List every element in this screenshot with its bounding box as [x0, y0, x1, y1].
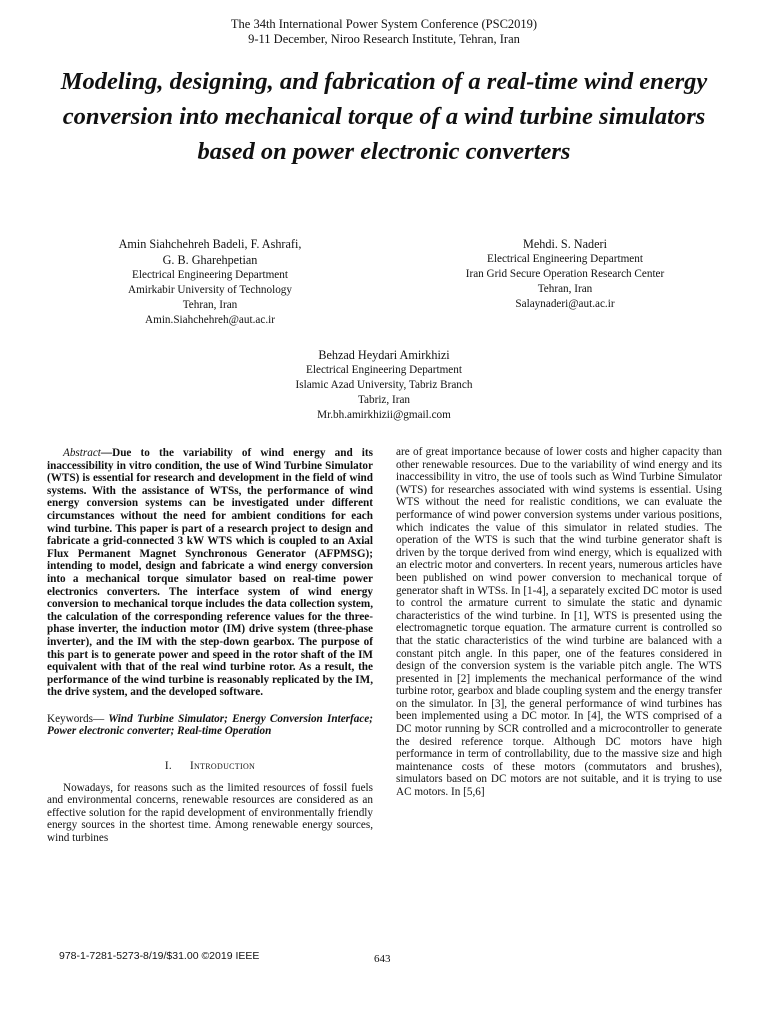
keywords: [47, 713, 373, 738]
section-title: Introduction: [190, 760, 256, 773]
author-names: Mehdi. S. Naderi: [523, 237, 607, 251]
right-column: [396, 446, 722, 799]
author-organization: Amirkabir University of Technology: [128, 284, 292, 296]
author-block-3: [220, 347, 548, 423]
abstract-dash: —: [100, 447, 113, 459]
abstract-label: Abstract: [63, 447, 101, 459]
author-email[interactable]: Amin.Siahchehreh@aut.ac.ir: [145, 314, 275, 326]
keywords-text: Wind Turbine Simulator; Energy Conversion Interface; Power electronic converter; Real-time Operation: [47, 712, 373, 738]
author-organization: Iran Grid Secure Operation Research Center: [465, 268, 665, 280]
intro-paragraph-left: Nowadays, for reasons such as the limited resources of fossil fuels and environmental concerns, renewable resources are considered as an effective solution for the rapid development of environmentally friendly energy sources in the shortest time. Among renewable energy sources, wind turbines: [47, 781, 373, 845]
abstract: [47, 447, 373, 699]
intro-paragraph-right: are of great importance because of lower costs and higher capacity than other renewable resources. Due to the variability of wind energy and its inaccessibility in vitro, the use of tools such as Wind Turbine Simulator (WTS) for researches associated with wind systems is essential. Using WTS without the need for realistic conditions, we can evaluate the performance of wind power conversion systems under various positions, which indicates the value of this simulator in related studies. The operation of the WTS is such that the wind turbine generator shaft is driven by the torque derived from wind energy, which is equalized with an electric motor and converters. In recent years, numerous articles have been published on wind power conversion to mechanical torque of generator shaft in WTSs. In [1-4], a separately excited DC motor is used to control the armature current to simulate the static and dynamic characteristics of the wind turbine. In [1], WTS is presented using the electromagnetic torque equation. The armature current is controlled so that the static characteristics of the wind turbine are balanced with a constant pitch angle. In this paper, one of the features considered in design of the conversion system is the variable pitch angle. The WTS presented in [2] implements the mechanical performance of the wind turbine rotor, gearbox and blade coupling system and the energy transfer on the simulator. In [3], the general performance of wind turbines has been implemented using a DC motor. In [4], the WTS comprised of a DC motor running by SCR controlled and a microcontroller to generate the desired reference torque. Although DC motors have high performance in term of controllability, due to the massive size and high maintenance costs of these motors (commutators and brushes), simulators based on DC motors are not suitable, and it is trying to use AC motors. In [5,6]: [396, 446, 722, 799]
author-city: Tehran, Iran: [182, 299, 238, 311]
author-department: Electrical Engineering Department: [487, 253, 643, 265]
author-names: Behzad Heydari Amirkhizi: [318, 348, 450, 362]
keywords-label: Keywords—: [47, 712, 105, 725]
author-names-cont: G. B. Gharehpetian: [162, 253, 258, 267]
author-department: Electrical Engineering Department: [306, 364, 462, 376]
section-number: I.: [164, 760, 172, 773]
paper-title: Modeling, designing, and fabrication of a real-time wind energy conversion into mechanical torque of a wind turbine simulators based on power electronic converters: [60, 68, 708, 165]
conference-header: [0, 17, 768, 47]
copyright-line: 978-1-7281-5273-8/19/$31.00 ©2019 IEEE: [59, 950, 260, 962]
author-email[interactable]: Mr.bh.amirkhizii@gmail.com: [317, 409, 451, 421]
author-organization: Islamic Azad University, Tabriz Branch: [295, 379, 473, 391]
author-city: Tabriz, Iran: [357, 394, 410, 406]
author-names: Amin Siahchehreh Badeli, F. Ashrafi,: [118, 237, 302, 251]
author-email[interactable]: Salaynaderi@aut.ac.ir: [515, 298, 615, 310]
section-heading-introduction: [47, 760, 373, 773]
conference-date-location: 9-11 December, Niroo Research Institute, Tehran, Iran: [248, 32, 520, 46]
author-block-1: [70, 236, 350, 328]
abstract-text: Due to the variability of wind energy and its inaccessibility in vitro condition, the use of Wind Turbine Simulator (WTS) is essential for research and development in the field of wind systems. With the assistance of WTSs, the performance of wind energy conversion systems can be investigated under different circumstances without the need for ambient conditions for each wind turbine. This paper is part of a research project to design and fabricate a grid-connected 3 kW WTS which is coupled to an Axial Flux Permanent Magnet Synchronous Generator (AFPMSG); intending to model, design and fabricate a wind energy conversion into a mechanical torque simulator based on real-time power electronics converters. The interface system of wind energy conversion to mechanical torque includes the data collection system, the calculation of the corresponding reference values for the three-phase inverter, the induction motor (IM) drive system (three-phase inverter), and the IM with the step-down gearbox. The purpose of this part is to generate power and speed in the rotor shaft of the IM equivalent with that of the real wind turbine rotor. As a result, the performance of the wind turbine is reasonably replicated by the IM, the drive system, and the developed software.: [47, 447, 373, 699]
conference-name: The 34th International Power System Conference (PSC2019): [230, 17, 538, 31]
page-number: 643: [374, 953, 391, 965]
author-department: Electrical Engineering Department: [132, 269, 288, 281]
author-block-2: [420, 236, 710, 312]
left-column: [47, 447, 373, 845]
author-city: Tehran, Iran: [537, 283, 593, 295]
